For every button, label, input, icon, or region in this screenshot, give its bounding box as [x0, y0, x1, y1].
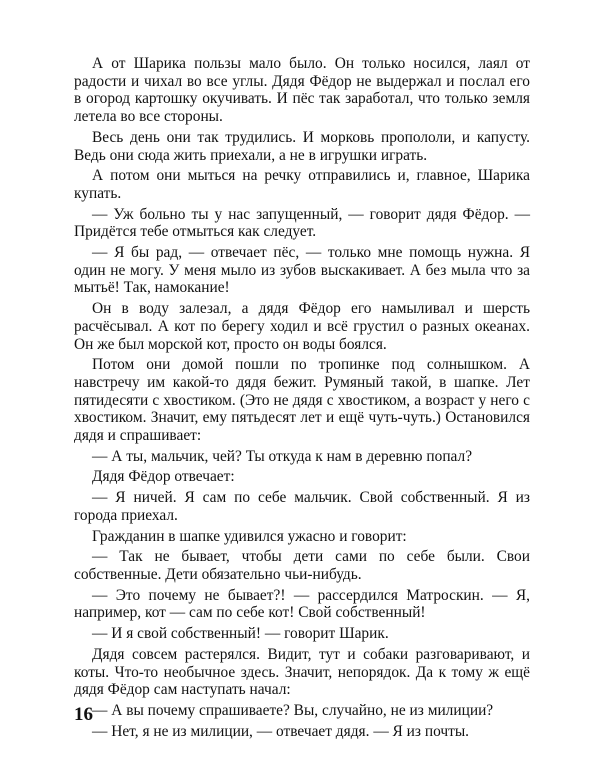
- paragraph: — Уж больно ты у нас запущенный, — говорит дядя Фёдор. — Придётся тебе отмыться как следует.: [74, 205, 530, 241]
- paragraph: — А вы почему спрашиваете? Вы, случайно, не из милиции?: [92, 701, 494, 719]
- page-number: 16: [74, 704, 93, 725]
- paragraph: — Так не бывает, чтобы дети сами по себе были. Свои собственные. Дети обязательно чьи-нибудь.: [74, 548, 530, 583]
- paragraph: А от Шарика пользы мало было. Он только носился, лаял от радости и чихал во все углы. Дядя Фёдор не выдержал и послал его в огород картошку окучивать. И пёс так заработал, что только земля летела во все стороны.: [74, 55, 530, 126]
- page-text: [74, 55, 530, 743]
- paragraph: Он в воду залезал, а дядя Фёдор его намыливал и шерсть расчёсывал. А кот по берегу ходил и всё грустил о разных океанах. Он же был морской кот, просто он воды боялся.: [74, 300, 530, 353]
- paragraph: Потом они домой пошли по тропинке под солнышком. А навстречу им какой-то дядя бежит. Румяный такой, в шапке. Лет пятидесяти с хвостиком. (Это не дядя с хвостиком, а возраст у него с хвостиком. Значит, ему пятьдесят лет и ещё чуть-чуть.) Остановился дядя и спрашивает:: [74, 356, 530, 445]
- paragraph: — Это почему не бывает?! — рассердился Матроскин. — Я, например, кот — сам по себе кот! Свой собственный!: [74, 586, 530, 622]
- paragraph: — А ты, мальчик, чей? Ты откуда к нам в деревню попал?: [92, 447, 473, 465]
- paragraph: А потом они мыться на речку отправились и, главное, Шарика купать.: [74, 167, 530, 202]
- paragraph: Дядя совсем растерялся. Видит, тут и собаки разговаривают, и коты. Что-то необычное здесь. Значит, непорядок. Да к тому ж ещё дядя Фёдор сам наступать начал:: [74, 645, 530, 699]
- paragraph: Весь день они так трудились. И морковь пропололи, и капусту. Ведь они сюда жить приехали, а не в игрушки играть.: [74, 128, 530, 164]
- paragraph: — Я ничей. Я сам по себе мальчик. Свой собственный. Я из города приехал.: [74, 489, 530, 524]
- paragraph: Гражданин в шапке удивился ужасно и говорит:: [92, 527, 407, 545]
- paragraph: — Я бы рад, — отвечает пёс, — только мне помощь нужна. Я один не могу. У меня мыло из зубов выскакивает. А без мыла что за мытьё! Так, намокание!: [74, 244, 530, 297]
- paragraph: — И я свой собственный! — говорит Шарик.: [92, 625, 389, 643]
- paragraph: Дядя Фёдор отвечает:: [92, 468, 235, 486]
- paragraph: — Нет, я не из милиции, — отвечает дядя. — Я из почты.: [92, 722, 470, 740]
